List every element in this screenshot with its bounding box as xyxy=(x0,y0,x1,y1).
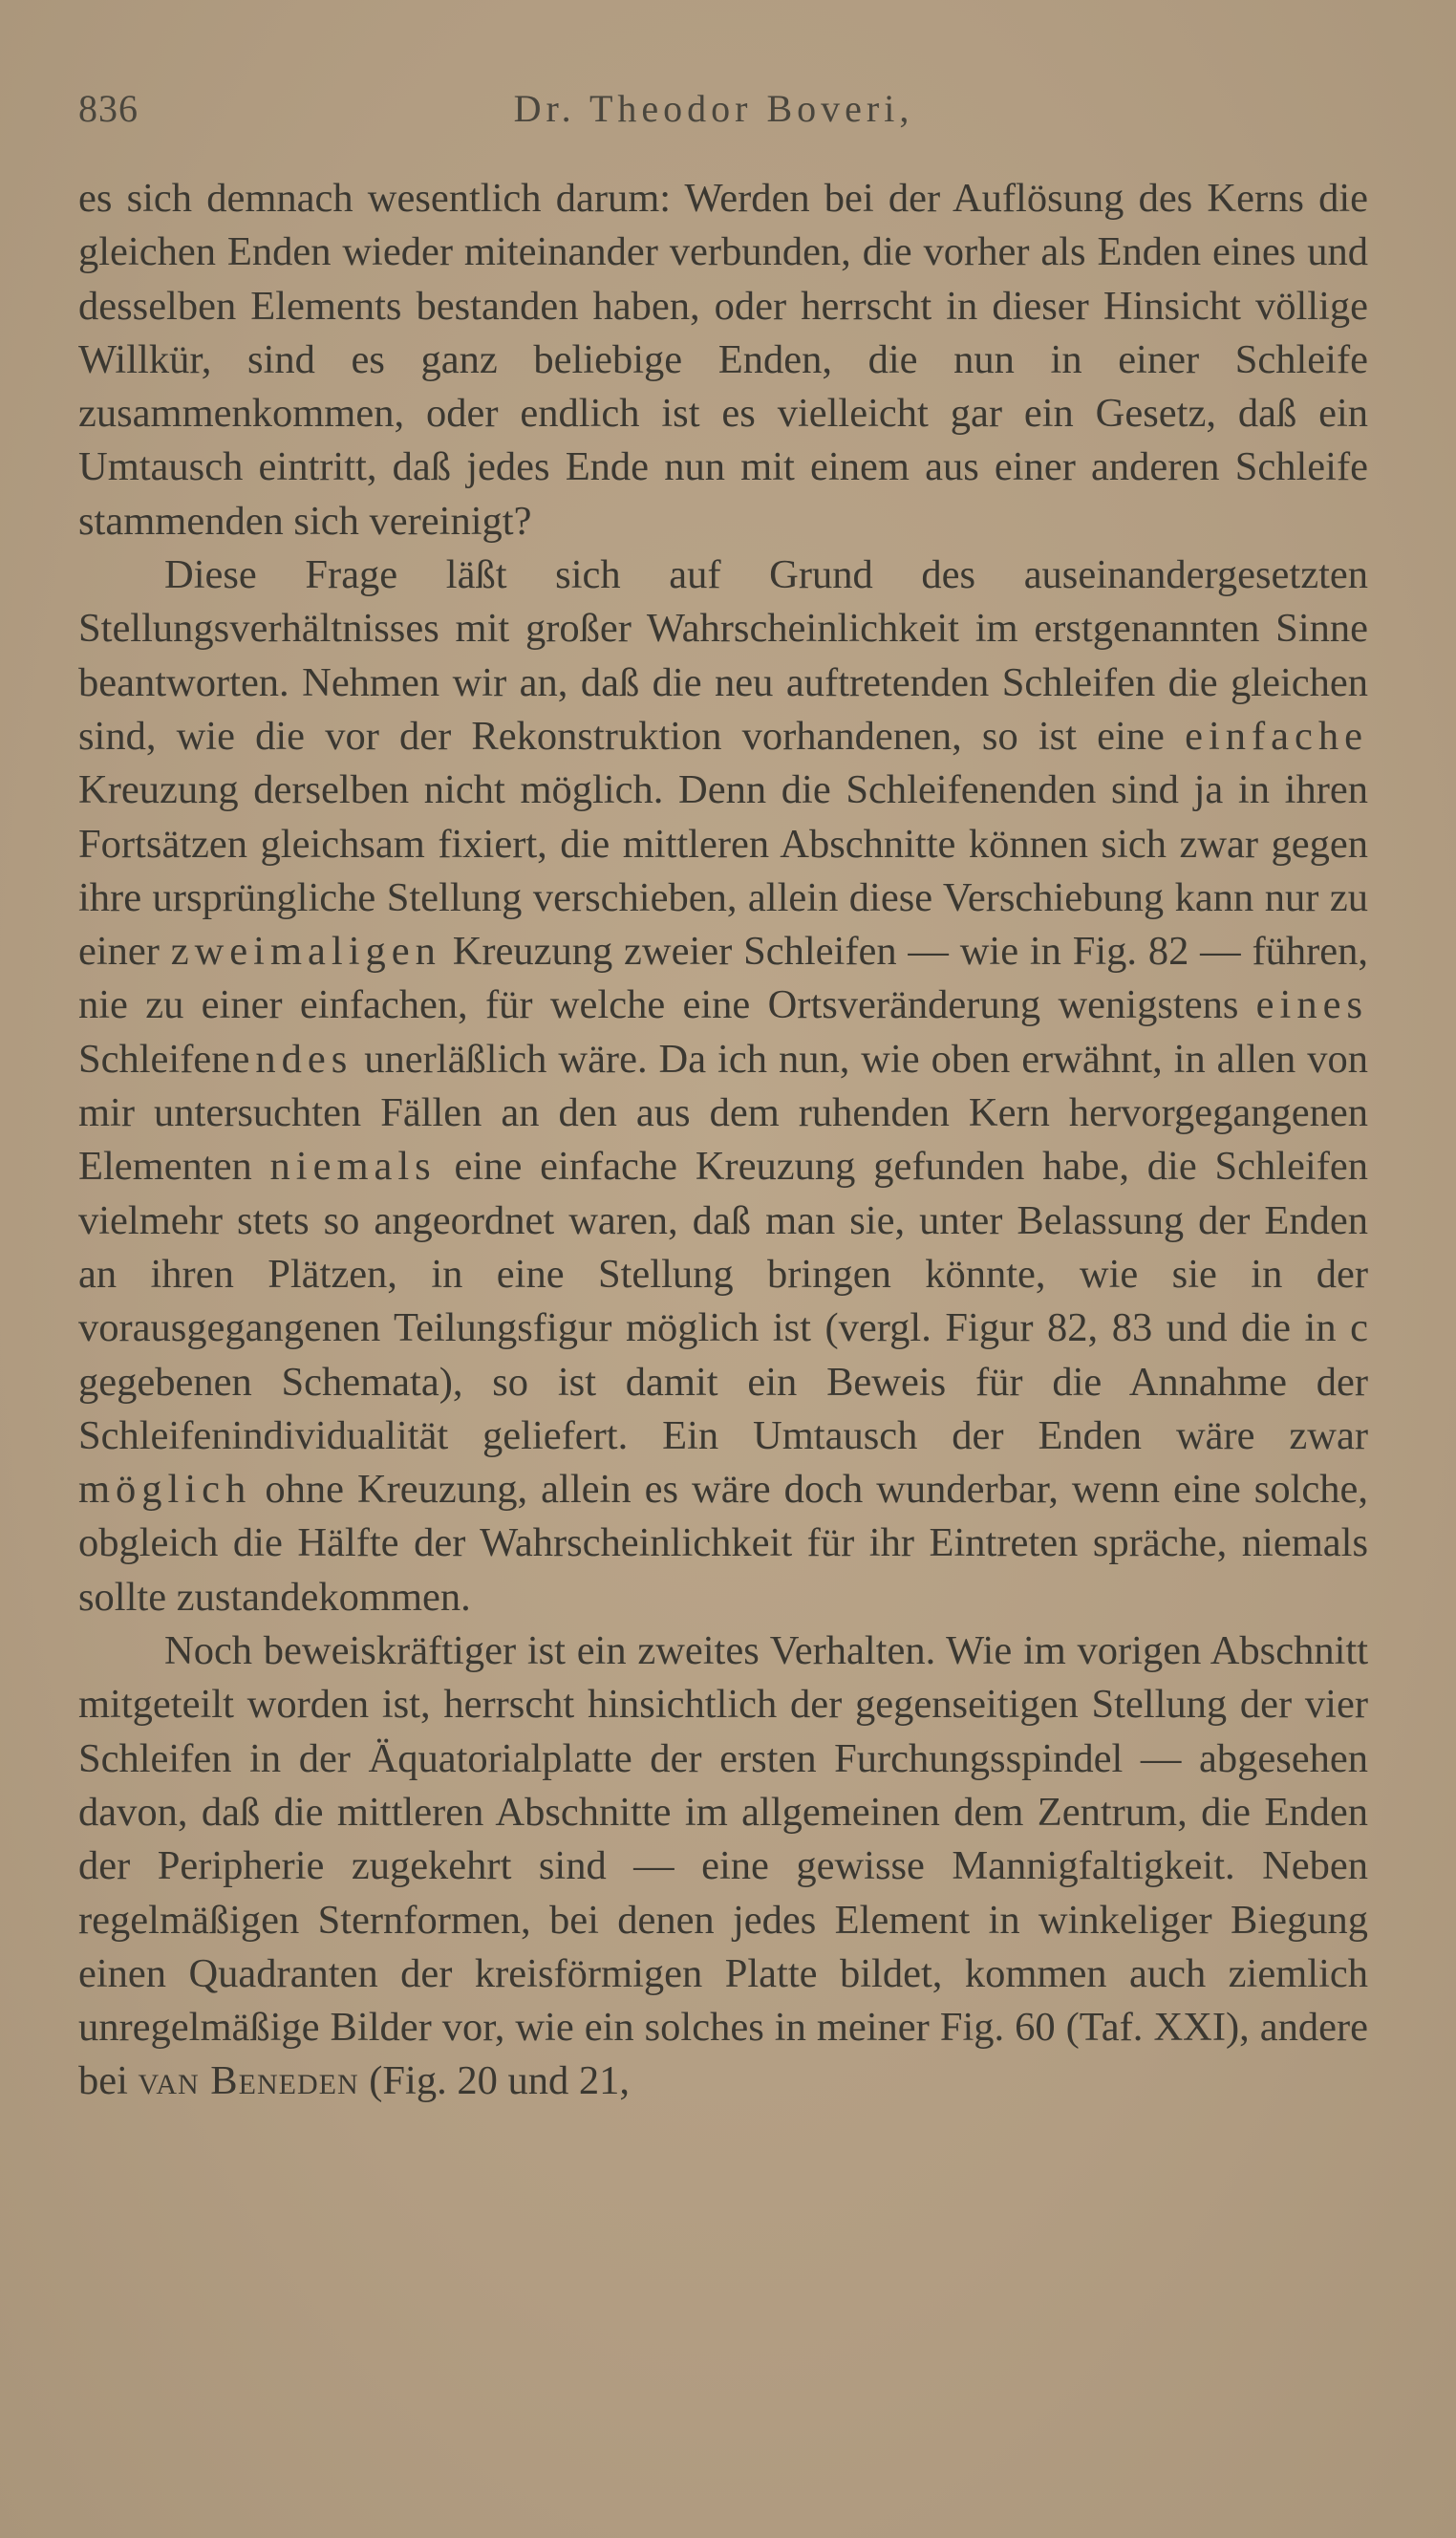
text-run: Kreuzung zweier Schleifen — wie in Fig. 82 — führen, nie zu einer einfachen, für welche eine Ortsveränderung wenigstens xyxy=(78,929,1368,1028)
paragraph-3 xyxy=(78,1624,1368,2109)
text-run: Schleifen xyxy=(78,1036,232,1082)
body-text xyxy=(78,172,1368,2109)
text-run: ohne Kreuzung, allein es wäre doch wunderbar, wenn eine solche, obgleich die Hälfte der Wahrscheinlichkeit für ihr Eintreten spräche, niemals sollte zustandekommen. xyxy=(78,1467,1368,1620)
text-run: es sich demnach wesentlich darum: Werden bei der Auflösung des Kerns die gleichen Enden wieder miteinander verbunden, die vorher als Enden eines und desselben Elements bestanden haben, oder herrscht in dieser Hinsicht völlige Willkür, sind es ganz beliebige Enden, die nun in einer Schleife zusammenkommen, oder endlich ist es vielleicht gar ein Gesetz, daß ein Umtausch eintritt, daß jedes Ende nun mit einem aus einer anderen Schleife stammenden sich vereinigt? xyxy=(78,176,1368,544)
page-number: 836 xyxy=(78,87,139,130)
spaced-emphasis: einfache xyxy=(1185,713,1368,759)
running-header xyxy=(78,86,1368,143)
text-run: unerläßlich wäre. Da ich nun, wie oben erwähnt, in allen von mir untersuchten Fällen an den aus dem ruhenden Kern hervorgegangenen Elementen xyxy=(78,1036,1368,1190)
text-run: Noch beweiskräftiger ist ein zweites Verhalten. Wie im vorigen Abschnitt mitgeteilt worden ist, herrscht hinsichtlich der gegenseitigen Stellung der vier Schleifen in der Äquatorialplatte der ersten Furchungsspindel — abgesehen davon, daß die mittleren Abschnitte im allgemeinen dem Zentrum, die Enden der Peripherie zugekehrt sind — eine gewisse Mannigfaltigkeit. Neben regelmäßigen Sternformen, bei denen jedes Element in winkeliger Biegung einen Quadranten der kreisförmigen Platte bildet, kommen auch ziemlich unregelmäßige Bilder vor, wie ein solches in meiner Fig. 60 (Taf. XXI), andere bei xyxy=(78,1628,1368,2104)
text-run: Kreuzung derselben nicht möglich. Denn die Schleifenenden sind ja in ihren Fortsätzen gleichsam fixiert, die mittleren Abschnitte können sich zwar gegen ihre ursprüngliche Stellung verschieben, allein diese Verschiebung kann nur zu einer xyxy=(78,767,1368,975)
spaced-emphasis: eines xyxy=(1255,982,1368,1028)
spaced-emphasis: zweimaligen xyxy=(170,929,441,975)
paragraph-1 xyxy=(78,172,1368,548)
spaced-emphasis: niemals xyxy=(269,1144,437,1190)
spaced-emphasis: endes xyxy=(231,1036,353,1082)
document-page xyxy=(78,86,1368,2109)
text-run: eine einfache Kreuzung gefunden habe, die Schleifen vielmehr stets so angeordnet waren, daß man sie, unter Belassung der Enden an ihren Plätzen, in eine Stellung bringen könnte, wie sie in der vorausgegangenen Teilungsfigur möglich ist (vergl. Figur 82, 83 und die in c gegebenen Schemata), so ist damit ein Beweis für die Annahme der Schleifenindividualität geliefert. Ein Umtausch der Enden wäre zwar xyxy=(78,1144,1368,1458)
author-name-smallcaps: van Beneden xyxy=(138,2058,359,2104)
spaced-emphasis: möglich xyxy=(78,1467,252,1513)
paragraph-2 xyxy=(78,548,1368,1624)
text-run: (Fig. 20 und 21, xyxy=(358,2058,630,2104)
running-head-author: Dr. Theodor Boveri, xyxy=(513,87,914,130)
text-run: Diese Frage läßt sich auf Grund des auseinandergesetzten Stellungsverhältnisses mit großer Wahrscheinlichkeit im erstgenannten Sinne beantworten. Nehmen wir an, daß die neu auftretenden Schleifen die gleichen sind, wie die vor der Rekonstruktion vorhandenen, so ist eine xyxy=(78,552,1368,759)
